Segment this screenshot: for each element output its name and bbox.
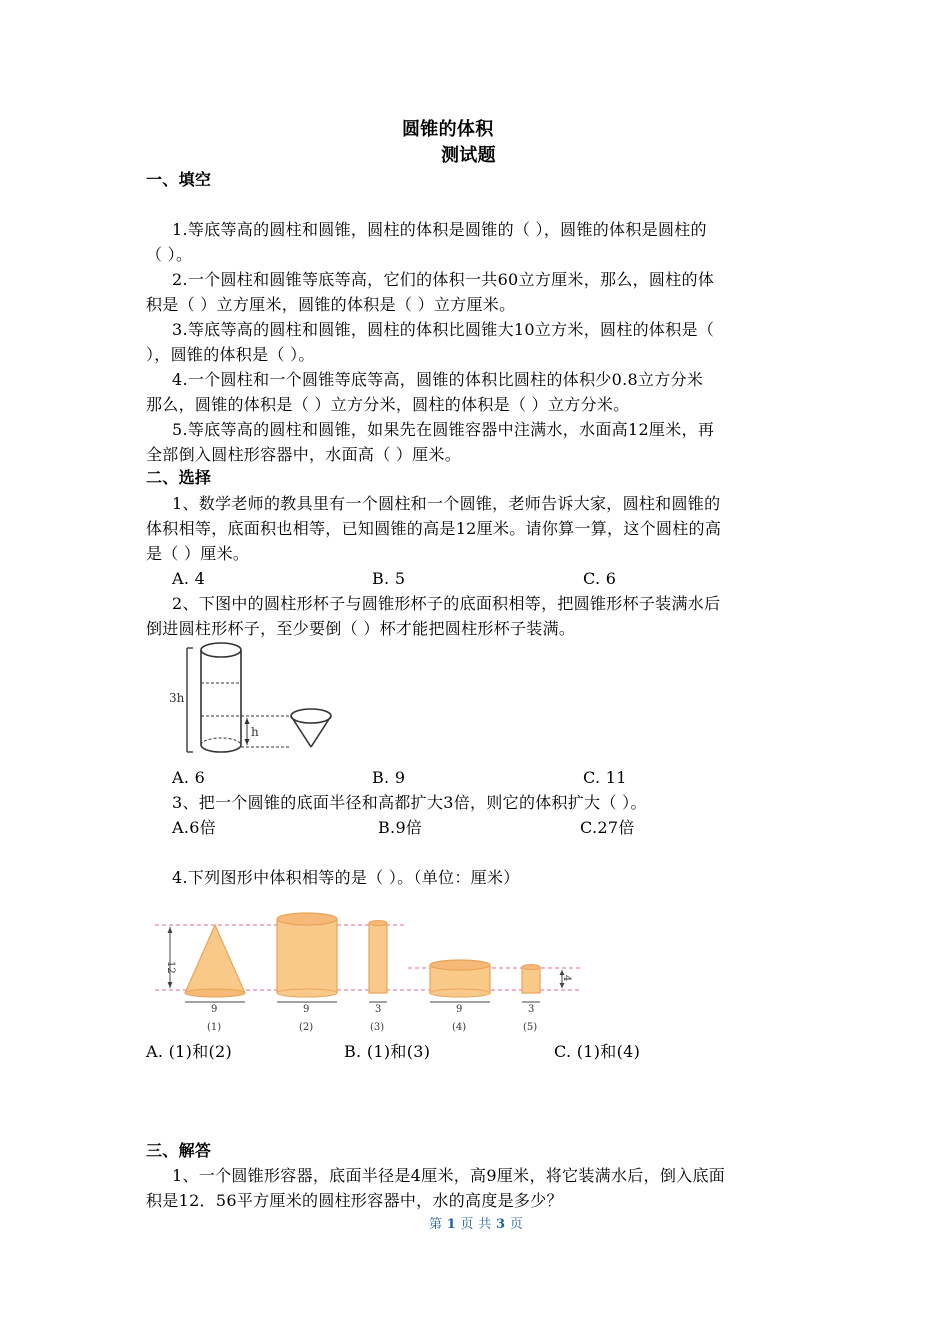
- section-heading-fill: 一、填空: [146, 170, 212, 189]
- shape-1-base: [185, 989, 245, 997]
- shape-2-cylinder: [277, 919, 337, 993]
- h-arrow-up: [245, 718, 250, 724]
- shape-5-cylinder: [522, 967, 540, 993]
- cone-right-side: [311, 716, 331, 747]
- s2-q3-option-c: C.27倍: [580, 818, 635, 837]
- page-subtitle: 测试题: [441, 145, 496, 166]
- s1-q4-line2: 那么，圆锥的体积是（ ）立方分米，圆柱的体积是（ ）立方分米。: [146, 395, 630, 414]
- shape-3-top: [369, 921, 387, 926]
- s2-q2-option-b: B. 9: [372, 768, 406, 787]
- s1-q3-line2: ），圆锥的体积是（ ）。: [146, 345, 315, 364]
- s2-q1-line1: 1、数学老师的教具里有一个圆柱和一个圆锥，老师告诉大家，圆柱和圆锥的: [172, 494, 721, 513]
- s1-q1-line1: 1.等底等高的圆柱和圆锥，圆柱的体积是圆锥的（ ），圆锥的体积是圆柱的: [172, 220, 707, 239]
- s2-q2-line2: 倒进圆柱形杯子，至少要倒（ ）杯才能把圆柱形杯子装满。: [146, 619, 576, 638]
- shape-1-label: (1): [207, 1022, 222, 1033]
- height-4-arrow-down: [560, 983, 565, 988]
- s2-q3-option-a: A.6倍: [172, 818, 217, 837]
- shape-3-cylinder: [369, 923, 387, 993]
- height-12-arrow-up: [168, 927, 173, 933]
- cylinder-bottom-front: [201, 745, 241, 752]
- shape-2-label: (2): [299, 1022, 314, 1033]
- shape-5-top: [522, 965, 540, 970]
- shape-1-width: 9: [211, 1004, 218, 1015]
- s2-q1-option-c: C. 6: [583, 569, 617, 588]
- s2-q3-line1: 3、把一个圆锥的底面半径和高都扩大3倍，则它的体积扩大（ ）。: [172, 793, 647, 812]
- cylinder-bottom-back: [201, 738, 241, 745]
- s2-q3-option-b: B.9倍: [378, 818, 423, 837]
- cylinder-top: [201, 643, 241, 657]
- label-height-12: 12: [165, 961, 176, 974]
- s2-q1-option-a: A. 4: [172, 569, 206, 588]
- s3-q1-line2: 积是12．56平方厘米的圆柱形容器中，水的高度是多少？: [146, 1191, 563, 1210]
- s2-q1-line3: 是（ ）厘米。: [146, 544, 250, 563]
- s1-q5-line1: 5.等底等高的圆柱和圆锥，如果先在圆锥容器中注满水，水面高12厘米，再: [172, 420, 715, 439]
- shape-2-base: [277, 989, 337, 997]
- shape-4-width: 9: [456, 1004, 463, 1015]
- s2-q2-line1: 2、下图中的圆柱形杯子与圆锥形杯子的底面积相等，把圆锥形杯子装满水后: [172, 594, 721, 613]
- shape-4-top: [430, 960, 490, 970]
- s2-q2-option-c: C. 11: [583, 768, 627, 787]
- s1-q5-line2: 全部倒入圆柱形容器中，水面高（ ）厘米。: [146, 445, 462, 464]
- shape-4-base: [430, 989, 490, 997]
- shape-3-width: 3: [375, 1004, 382, 1015]
- s3-q1-line1: 1、一个圆锥形容器，底面半径是4厘米，高9厘米，将它装满水后，倒入底面: [172, 1166, 726, 1185]
- shape-4-label: (4): [452, 1022, 467, 1033]
- cone-top: [291, 709, 331, 723]
- shape-5-width: 3: [528, 1004, 535, 1015]
- s1-q4-line1: 4.一个圆柱和一个圆锥等底等高，圆锥的体积比圆柱的体积少0.8立方分米: [172, 370, 704, 389]
- section-heading-solve: 三、解答: [146, 1141, 212, 1160]
- s2-q1-line2: 体积相等，底面积也相等，已知圆锥的高是12厘米。请你算一算，这个圆柱的高: [146, 519, 722, 538]
- s1-q1-line2: （ ）。: [146, 245, 193, 264]
- five-shapes-figure: [150, 905, 590, 1037]
- footer-page-number: 1: [446, 1217, 457, 1232]
- page-footer: [429, 1215, 523, 1235]
- label-height-4: 4: [561, 975, 572, 982]
- cone-left-side: [291, 716, 311, 747]
- shape-5-label: (5): [523, 1022, 538, 1033]
- cylinder-cone-figure: [165, 640, 345, 760]
- s2-q4-line1: 4.下列图形中体积相等的是（ ）。（单位：厘米）: [172, 868, 520, 887]
- shape-3-label: (3): [370, 1022, 385, 1033]
- label-3h: 3h: [169, 691, 185, 705]
- shape-2-top: [277, 913, 337, 925]
- s2-q2-option-a: A. 6: [172, 768, 206, 787]
- shape-2-width: 9: [303, 1004, 310, 1015]
- s1-q2-line2: 积是（ ）立方厘米，圆锥的体积是（ ）立方厘米。: [146, 295, 516, 314]
- s2-q1-option-b: B. 5: [372, 569, 406, 588]
- footer-post: 页: [509, 1217, 524, 1232]
- footer-pre: 第: [429, 1217, 443, 1232]
- label-h: h: [251, 725, 259, 739]
- s2-q4-option-c: C. (1)和(4): [554, 1042, 641, 1061]
- h-arrow-down: [245, 739, 250, 745]
- section-heading-choice: 二、选择: [146, 468, 212, 487]
- footer-mid: 页 共: [460, 1217, 492, 1232]
- page-title: 圆锥的体积: [402, 119, 494, 140]
- footer-total-pages: 3: [496, 1217, 506, 1232]
- s2-q4-option-a: A. (1)和(2): [146, 1042, 233, 1061]
- shape-1-cone: [185, 925, 245, 993]
- s1-q2-line1: 2.一个圆柱和圆锥等底等高，它们的体积一共60立方厘米，那么，圆柱的体: [172, 270, 715, 289]
- s1-q3-line1: 3.等底等高的圆柱和圆锥，圆柱的体积比圆锥大10立方米，圆柱的体积是（: [172, 320, 715, 339]
- height-12-arrow-down: [168, 982, 173, 988]
- s2-q4-option-b: B. (1)和(3): [344, 1042, 431, 1061]
